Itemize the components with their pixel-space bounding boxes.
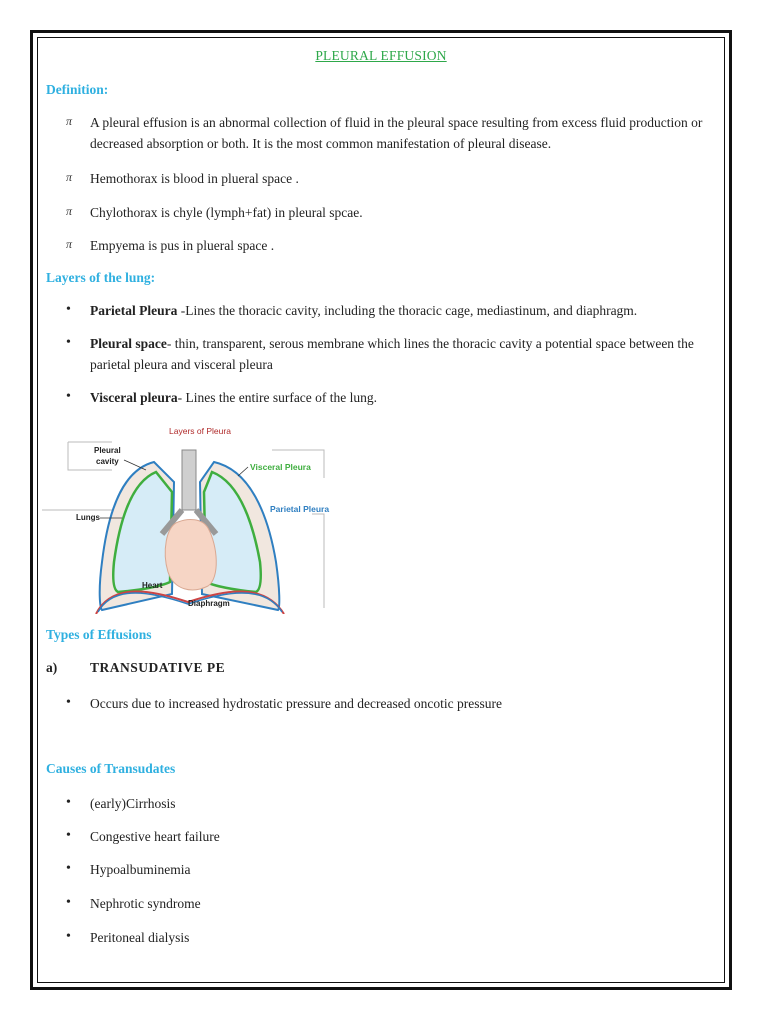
layer-term: Parietal Pleura	[90, 303, 178, 318]
layer-term: Pleural space	[90, 336, 167, 351]
layer-desc: - thin, transparent, serous membrane which lines the thoracic cavity a potential space between the parietal pleura and visceral pleura	[90, 336, 694, 372]
bullet-icon: •	[66, 389, 71, 404]
label-visceral: Visceral Pleura	[250, 462, 311, 472]
bullet-icon: •	[66, 929, 71, 944]
definition-text: Hemothorax is blood in plueral space .	[90, 171, 299, 186]
type-text: Occurs due to increased hydrostatic pressure and decreased oncotic pressure	[90, 696, 502, 711]
sub-title: TRANSUDATIVE PE	[90, 660, 226, 675]
bullet-icon: •	[66, 795, 71, 810]
pi-bullet-icon: π	[66, 170, 73, 184]
pi-bullet-icon: π	[66, 204, 73, 218]
bullet-icon: •	[66, 828, 71, 843]
transudative-heading	[46, 660, 716, 676]
label-cavity: cavity	[96, 457, 119, 466]
definition-text: A pleural effusion is an abnormal collection of fluid in the pleural space resulting from excess fluid production or decreased absorption or both. It is the most common manifestation of pleural disease.	[90, 115, 703, 151]
label-heart: Heart	[142, 581, 163, 590]
label-diaphragm: Diaphragm	[188, 599, 230, 608]
causes-heading: Causes of Transudates	[46, 761, 176, 776]
layer-term: Visceral pleura	[90, 390, 178, 405]
label-lungs: Lungs	[76, 513, 100, 522]
bullet-icon: •	[66, 861, 71, 876]
layer-desc: -Lines the thoracic cavity, including the thoracic cage, mediastinum, and diaphragm.	[177, 303, 638, 318]
bullet-icon: •	[66, 695, 71, 710]
label-pleural: Pleural	[94, 446, 121, 455]
heart	[165, 520, 216, 590]
page-title: PLEURAL EFFUSION	[315, 48, 447, 63]
definition-text: Chylothorax is chyle (lymph+fat) in pleural spcae.	[90, 205, 363, 220]
layers-heading: Layers of the lung:	[46, 270, 156, 285]
bullet-icon: •	[66, 302, 71, 317]
bullet-icon: •	[66, 895, 71, 910]
diagram-title: Layers of Pleura	[169, 426, 231, 436]
sub-marker: a)	[46, 660, 58, 675]
cause-text: Nephrotic syndrome	[90, 896, 201, 911]
label-parietal: Parietal Pleura	[270, 504, 330, 514]
bullet-icon: •	[66, 335, 71, 350]
cause-text: Hypoalbuminemia	[90, 862, 191, 877]
cause-text: Peritoneal dialysis	[90, 930, 190, 945]
pi-bullet-icon: π	[66, 237, 73, 251]
pi-bullet-icon: π	[66, 114, 73, 128]
trachea	[182, 450, 196, 510]
definition-text: Empyema is pus in plueral space .	[90, 238, 275, 253]
types-heading: Types of Effusions	[46, 627, 152, 642]
cause-text: Congestive heart failure	[90, 829, 220, 844]
layer-desc: - Lines the entire surface of the lung.	[177, 390, 378, 405]
pleura-diagram	[42, 422, 342, 614]
definition-heading: Definition:	[46, 82, 109, 97]
cause-text: (early)Cirrhosis	[90, 796, 176, 811]
